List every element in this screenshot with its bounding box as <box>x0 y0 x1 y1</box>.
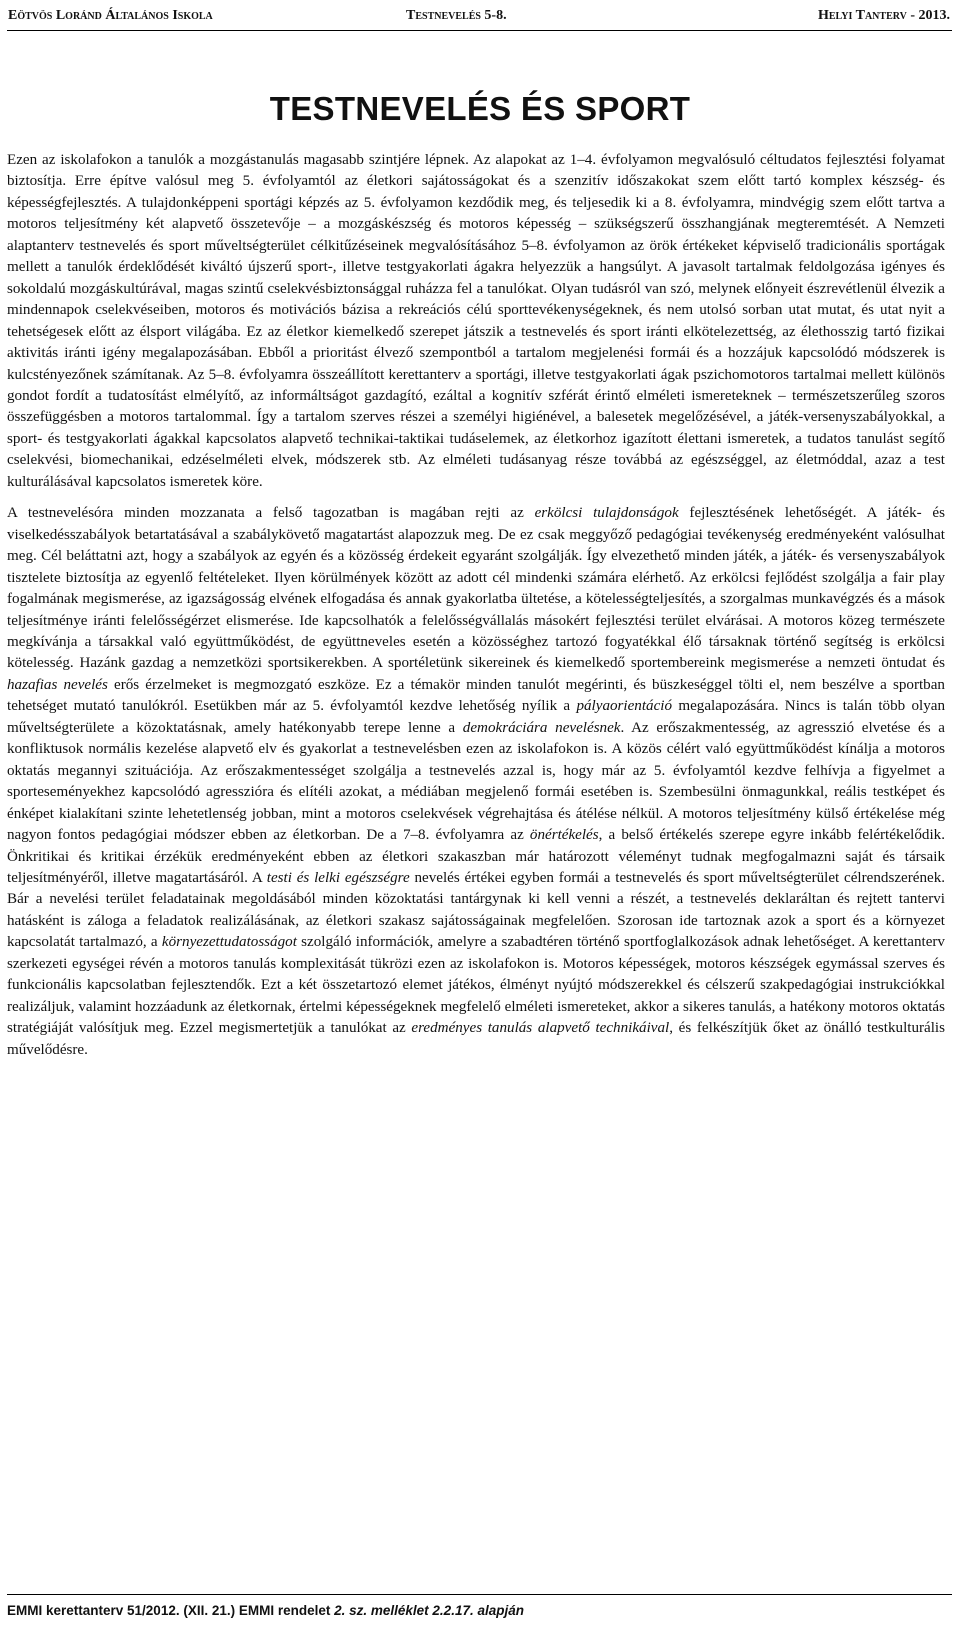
page-footer <box>7 1594 952 1618</box>
paragraph-moral-education <box>7 503 945 1061</box>
header-school: Eötvös Loránd Általános Iskola <box>8 8 213 23</box>
text-run: erős érzelmeket is megmozgató eszköze. Ez a témakör minden tanulót megérinti, és büszkeséggel tölti el, nem beszélve a sportban tehetséget mutató tanulókról. Esetükben már az 5. évfolyamtól kezdve lehetőség nyílik a <box>7 676 945 715</box>
text-run: fejlesztésének lehetőségét. A játék- és viselkedésszabályok betartatásával a szabálykövető magatartást alapozzuk meg. De ez csak meggyőző pedagógiai tevékenység eredményeként valósulhat meg. Cél beláttatni azt, hogy a szabályok az egyén és a közösség érdekeit egyaránt szolgálják. Így elvezethető minden játék, a játék- és versenyszabályok tisztelete biztosítja az egyenlő feltételeket. Ilyen körülmények között az adott cél mindenki számára elérhető. Az erkölcsi fejlődést szolgálja a fair play fogalmának megismerése, az igazságosság elvének elfogadása és annak gyakorlatba ültetése, a kötelességteljesítés, a szorgalmas munkavégzés és a mások teljesítménye iránti felelősségérzet elismerése. Ide kapcsolhatók a felelősségvállalás másokért fejlesztési terület elvárásai. A motoros közeg természete megkívánja a társakkal való együttműködést, de együttneveles esetén a közösséghez tartozó fogyatékkal élő társaknak történő segítség is erkölcsi kötelesség. Hazánk gazdag a nemzetközi sportsikerekben. A sportéletünk sikereinek és kiemelkedő sportembereink megismerése a nemzeti öntudat és <box>7 505 946 672</box>
emphasized-term: pályaorientáció <box>576 698 673 715</box>
paragraph-intro <box>7 150 945 493</box>
text-run: , a belső értékelés szerepe egyre inkább felértékelődik. Önkritikai és kritikai érzékük eredményeként ebben az életkori szakaszban már határozott véleményt tudnak megfogalmazni saját és társaik teljesítményéről, illetve magatartásáról. A <box>7 827 945 886</box>
text-run: megalapozására. Nincs is talán több olyan műveltségterülete a közoktatásnak, amely hatékonyabb terepe lenne a <box>7 698 946 736</box>
footer-reference-italic: 2. sz. melléklet 2.2.17. alapján <box>334 1603 524 1618</box>
header-curriculum: Helyi Tanterv - 2013. <box>817 8 950 23</box>
footer-reference: EMMI kerettanterv 51/2012. (XII. 21.) EMMI rendelet <box>7 1603 335 1618</box>
text-run: szolgáló információk, amelyre a szabadtéren történő sportfoglalkozások adnak lehetőséget. A kerettanterv szerkezeti egységei révén a motoros tanulás komplexitását tükrözi ezen az iskolafokon is. Motoros képességek, motoros készségek egymással szerves és funkcionális kapcsolatban fejlesztendők. Ezt a két összetartozó elemet játékos, élményt nyújtó módszerekkel és célszerű szakpedagógiai instrukciókkal realizáljuk, valamint hozzáadunk az életkornak, értelmi képességeknek megfelelő elméleti ismereteket, akkor a sikeres tanulás, a hatékony motoros oktatás stratégiáját valósítjuk meg. Ezzel megismertetjük a tanulókat az <box>7 934 945 1037</box>
emphasized-term: önértékelés <box>529 827 599 844</box>
text-run: . Az erőszakmentesség, az agresszió elvetése és a konfliktusok normális kezelése alapvető elv és gyakorlat a testnevelésben ezen az iskolafokon is. A közös célért való együttműködést kínálja a motoros oktatás megannyi szituációja. Az erőszakmentességet szolgálja a testnevelés azzal is, hogy már az 5. évfolyamtól kezdve felhívja a figyelmet a sporteseményekhez kapcsolódó agresszióra és elítéli azokat, a médiában megjelenő formái esetében is. Szembesülni önmagunkkal, reális testképet és énképet kialakítani szinte lehetetlenség jobban, mint a motoros cselekvések végrehajtása és átélése nélkül. A motoros teljesítmény külső értékelése még nagyon fontos pedagógiai módszer ebben az életkorban. De a 7–8. évfolyamra az <box>7 719 945 844</box>
emphasized-term: hazafias nevelés <box>7 676 108 693</box>
emphasized-term: eredményes tanulás alapvető technikáival <box>411 1020 670 1037</box>
emphasized-term: demokráciára nevelésnek <box>462 719 621 736</box>
emphasized-term: erkölcsi tulajdonságok <box>534 505 679 522</box>
body-text <box>7 150 945 1061</box>
emphasized-term: környezettudatosságot <box>161 934 297 951</box>
text-run: nevelés értékei egyben formái a testnevelés és sport műveltségterület célrendszerének. Bár a nevelési terület feladatainak megoldásából minden közoktatási tantárgynak ki kell venni a részét, a testnevelés deklaráltan és rejtett tantervi hatásként is záloga a feladatok realizálásának, az életkori szakasz sajátosságainak megfelelően. Szorosan ide tartoznak azok a sport és a környezet kapcsolatát tartalmazó, a <box>7 869 946 951</box>
header-subject: Testnevelés 5-8. <box>406 8 507 23</box>
page-title: TESTNEVELÉS ÉS SPORT <box>269 90 691 127</box>
text-run: , és felkészítjük őket az önálló testkulturális művelődésre. <box>7 1020 945 1058</box>
text-run: Ezen az iskolafokon a tanulók a mozgástanulás magasabb szintjére lépnek. Az alapokat az 1–4. évfolyamon megvalósuló céltudatos fejlesztési folyamat biztosítja. Erre építve valósul meg 5. évfolyamtól az életkori sajátosságokat és a szenzitív időszakokat szem előtt tartó komplex készség- és képességfejlesztés. A tulajdonképpeni sportági képzés az 5. évfolyamon kezdődik meg, és teljesedik ki a 8. évfolyamra, mindvégig szem előtt tartva a motoros teljesítmény két alapvető összetevője – a mozgáskészség és motoros képesség – szükségszerű összhangjának megteremtését. A Nemzeti alaptanterv testnevelés és sport műveltségterület célkitűzéseinek megvalósításához 5–8. évfolyamon az örök értékeket képviselő tradicionális sportágak mellett a tanulók érdeklődését kiváltó újszerű sport-, illetve testgyakorlati ágakra helyezzük a hangsúlyt. A javasolt tartalmak feldolgozása igényes és sokoldalú mozgáskultúrával, magas szintű cselekvésbiztonsággal ruházza fel a tanulókat. Olyan tudásról van szó, melynek előnyeit észrevétlenül élvezik a mindennapok cselekvéseiben, motoros és motivációs bázisa a rekreációs célú sporttevékenységeknek, és nem utolsó sorban utat mutat, és utat nyit a tehetségesek előtt az élsport világába. Ez az életkor kiemelkedő szerepet játszik a testnevelés és sport iránti elkötelezettség, az élethosszig tartó fizikai aktivitás iránti igény megalapozásában. Ebből a prioritást élvező szempontból a tartalom megjelenési formái és a hozzájuk kapcsolódó módszerek is kulcstényezőnek számítanak. Az 5–8. évfolyamra összeállított kerettanterv a sportági, illetve testgyakorlati ágak pszichomotoros tartalmai mellett különös gondot fordít a tudatosítást elmélyítő, az informáltságot gazdagító, ezáltal a kognitív szférát érintő elméleti ismereteknek – természetszerűleg szoros összefüggésben a motoros tartalommal. Így a tartalom szerves részei a személyi higiénével, a balesetek megelőzésével, a játék-versenyszabályokkal, a sport- és testgyakorlati ágakkal kapcsolatos alapvető technikai-taktikai tudáselemek, az életkorhoz igazított élettani ismeretek, a tudatos tanulást segítő cselekvési, biomechanikai, edzéselméleti elvek, módszerek stb. Az elméleti tudásanyag része továbbá az egészséggel, az életmóddal, azaz a test kulturálásával kapcsolatos ismeretek köre. <box>7 152 945 490</box>
page-header <box>7 4 952 31</box>
emphasized-term: testi és lelki egészségre <box>266 869 410 886</box>
text-run: A testnevelésóra minden mozzanata a felső tagozatban is magában rejti az <box>7 505 535 522</box>
